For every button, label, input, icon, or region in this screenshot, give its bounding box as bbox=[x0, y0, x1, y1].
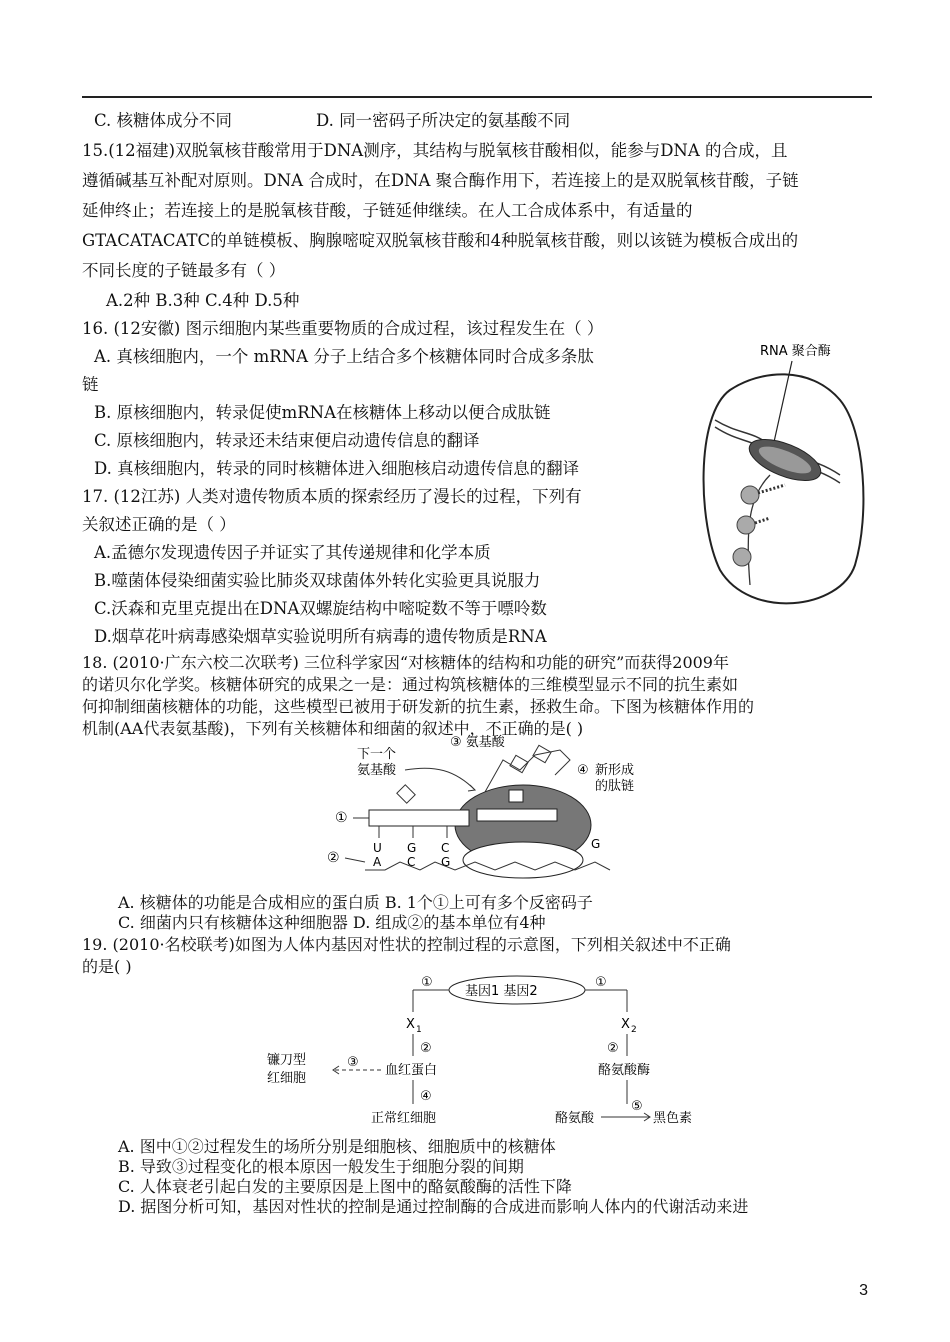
q18-stem-line1: 18. (2010·广东六校二次联考) 三位科学家因“对核糖体的结构和功能的研究”而获得2009年 bbox=[82, 653, 729, 672]
q17-option-c: C.沃森和克里克提出在DNA双螺旋结构中嘧啶数不等于嘌呤数 bbox=[94, 599, 547, 618]
sickle-cell-label-2: 红细胞 bbox=[267, 1071, 307, 1086]
next-amino-acid-label-1: 下一个 bbox=[357, 747, 397, 762]
q19-option-c: C. 人体衰老引起白发的主要原因是上图中的酪氨酸酶的活性下降 bbox=[118, 1177, 572, 1196]
x2-label: X bbox=[621, 1017, 630, 1032]
tyrosinase-label: 酪氨酸酶 bbox=[598, 1063, 651, 1078]
step-3: ③ bbox=[347, 1055, 359, 1070]
q19-stem-line1: 19. (2010·名校联考)如图为人体内基因对性状的控制过程的示意图，下列相关叙述中不正确 bbox=[82, 935, 731, 954]
q15-stem-line4: GTACATACATC的单链模板、胸腺嘧啶双脱氧核苷酸和4种脱氧核苷酸，则以该链为模板合成出的 bbox=[82, 231, 799, 250]
q17-option-b: B.噬菌体侵染细菌实验比肺炎双球菌体外转化实验更具说服力 bbox=[94, 571, 541, 590]
x1-label: X bbox=[406, 1017, 415, 1032]
page-number: 3 bbox=[859, 1282, 868, 1299]
sickle-cell-label-1: 镰刀型 bbox=[267, 1053, 307, 1068]
q17-option-d: D.烟草花叶病毒感染烟草实验说明所有病毒的遗传物质是RNA bbox=[94, 627, 547, 646]
q18-stem-line2: 的诺贝尔化学奖。核糖体研究的成果之一是：通过构筑核糖体的三维模型显示不同的抗生素如 bbox=[82, 675, 739, 694]
q16-option-c: C. 原核细胞内，转录还未结束便启动遗传信息的翻译 bbox=[94, 431, 480, 450]
new-peptide-label-1: 新形成 bbox=[595, 763, 635, 778]
amino-acid-label: ③ 氨基酸 bbox=[450, 735, 505, 750]
q18-options-cd: C. 细菌内只有核糖体这种细胞器 D. 组成②的基本单位有4种 bbox=[118, 913, 546, 932]
base-top-1: U bbox=[373, 841, 382, 855]
q17-option-a: A.孟德尔发现遗传因子并证实了其传递规律和化学本质 bbox=[94, 543, 491, 562]
step-2-left: ② bbox=[420, 1041, 432, 1056]
base-bottom-3: G bbox=[441, 855, 451, 869]
q16-option-a: A. 真核细胞内，一个 mRNA 分子上结合多个核糖体同时合成多条肽 bbox=[94, 347, 594, 366]
label-2: ② bbox=[327, 850, 340, 866]
q18-stem-line4: 机制(AA代表氨基酸)，下列有关核糖体和细菌的叙述中，不正确的是( ) bbox=[82, 719, 584, 738]
label-1: ① bbox=[335, 810, 348, 826]
q15-stem-line2: 遵循碱基互补配对原则。DNA 合成时，在DNA 聚合酶作用下，若连接上的是双脱氧核苷酸，子链 bbox=[82, 171, 799, 190]
step-5: ⑤ bbox=[631, 1099, 643, 1114]
step-1-left: ① bbox=[421, 975, 433, 990]
q17-stem-line2: 关叙述正确的是（ ） bbox=[82, 515, 236, 534]
x2-subscript: 2 bbox=[631, 1025, 637, 1035]
next-amino-acid-label-2: 氨基酸 bbox=[357, 763, 397, 778]
x1-subscript: 1 bbox=[416, 1025, 422, 1035]
header-rule bbox=[82, 96, 872, 98]
tyrosine-label: 酪氨酸 bbox=[555, 1111, 595, 1126]
genes-label: 基因1 基因2 bbox=[465, 984, 538, 999]
step-4: ④ bbox=[420, 1089, 432, 1104]
q14-option-c: C. 核糖体成分不同 bbox=[94, 111, 233, 130]
q17-stem-line1: 17. (12江苏) 人类对遗传物质本质的探索经历了漫长的过程，下列有 bbox=[82, 487, 582, 506]
q19-stem-line2: 的是( ) bbox=[82, 957, 132, 976]
rna-polymerase-label: RNA 聚合酶 bbox=[760, 344, 831, 359]
q15-options: A.2种 B.3种 C.4种 D.5种 bbox=[106, 291, 300, 310]
q15-stem-line5: 不同长度的子链最多有（ ） bbox=[82, 261, 286, 280]
q14-option-d: D. 同一密码子所决定的氨基酸不同 bbox=[316, 111, 571, 130]
q15-stem-line1: 15.(12福建)双脱氧核苷酸常用于DNA测序，其结构与脱氧核苷酸相似，能参与DNA 的合成，且 bbox=[82, 141, 788, 160]
q19-option-a: A. 图中①②过程发生的场所分别是细胞核、细胞质中的核糖体 bbox=[118, 1137, 556, 1156]
gene-control-figure bbox=[255, 972, 715, 1132]
q16-stem: 16. (12安徽) 图示细胞内某些重要物质的合成过程，该过程发生在（ ） bbox=[82, 319, 604, 338]
q15-stem-line3: 延伸终止；若连接上的是脱氧核苷酸，子链延伸继续。在人工合成体系中，有适量的 bbox=[82, 201, 693, 220]
q19-option-b: B. 导致③过程变化的根本原因一般发生于细胞分裂的间期 bbox=[118, 1157, 524, 1176]
base-right: G bbox=[591, 837, 601, 851]
base-bottom-1: A bbox=[373, 855, 382, 869]
step-2-right: ② bbox=[607, 1041, 619, 1056]
q18-options-ab: A. 核糖体的功能是合成相应的蛋白质 B. 1个①上可有多个反密码子 bbox=[118, 893, 593, 912]
new-peptide-label-2: 的肽链 bbox=[595, 779, 635, 794]
base-top-3: C bbox=[441, 841, 450, 855]
normal-rbc-label: 正常红细胞 bbox=[371, 1111, 437, 1126]
hemoglobin-label: 血红蛋白 bbox=[385, 1063, 438, 1078]
base-bottom-2: C bbox=[407, 855, 416, 869]
ribosome-mechanism-figure bbox=[325, 730, 635, 880]
base-top-2: G bbox=[407, 841, 417, 855]
q16-option-a-cont: 链 bbox=[82, 375, 99, 394]
melanin-label: 黑色素 bbox=[653, 1111, 693, 1126]
q16-option-b: B. 原核细胞内，转录促使mRNA在核糖体上移动以便合成肽链 bbox=[94, 403, 551, 422]
q16-option-d: D. 真核细胞内，转录的同时核糖体进入细胞核启动遗传信息的翻译 bbox=[94, 459, 580, 478]
q18-stem-line3: 何抑制细菌核糖体的功能，这些模型已被用于研发新的抗生素，拯救生命。下图为核糖体作用的 bbox=[82, 697, 755, 716]
q19-option-d: D. 据图分析可知，基因对性状的控制是通过控制酶的合成进而影响人体内的代谢活动来进 bbox=[118, 1197, 749, 1216]
transcription-translation-figure bbox=[690, 335, 870, 615]
step-1-right: ① bbox=[595, 975, 607, 990]
label-4: ④ bbox=[577, 763, 589, 778]
